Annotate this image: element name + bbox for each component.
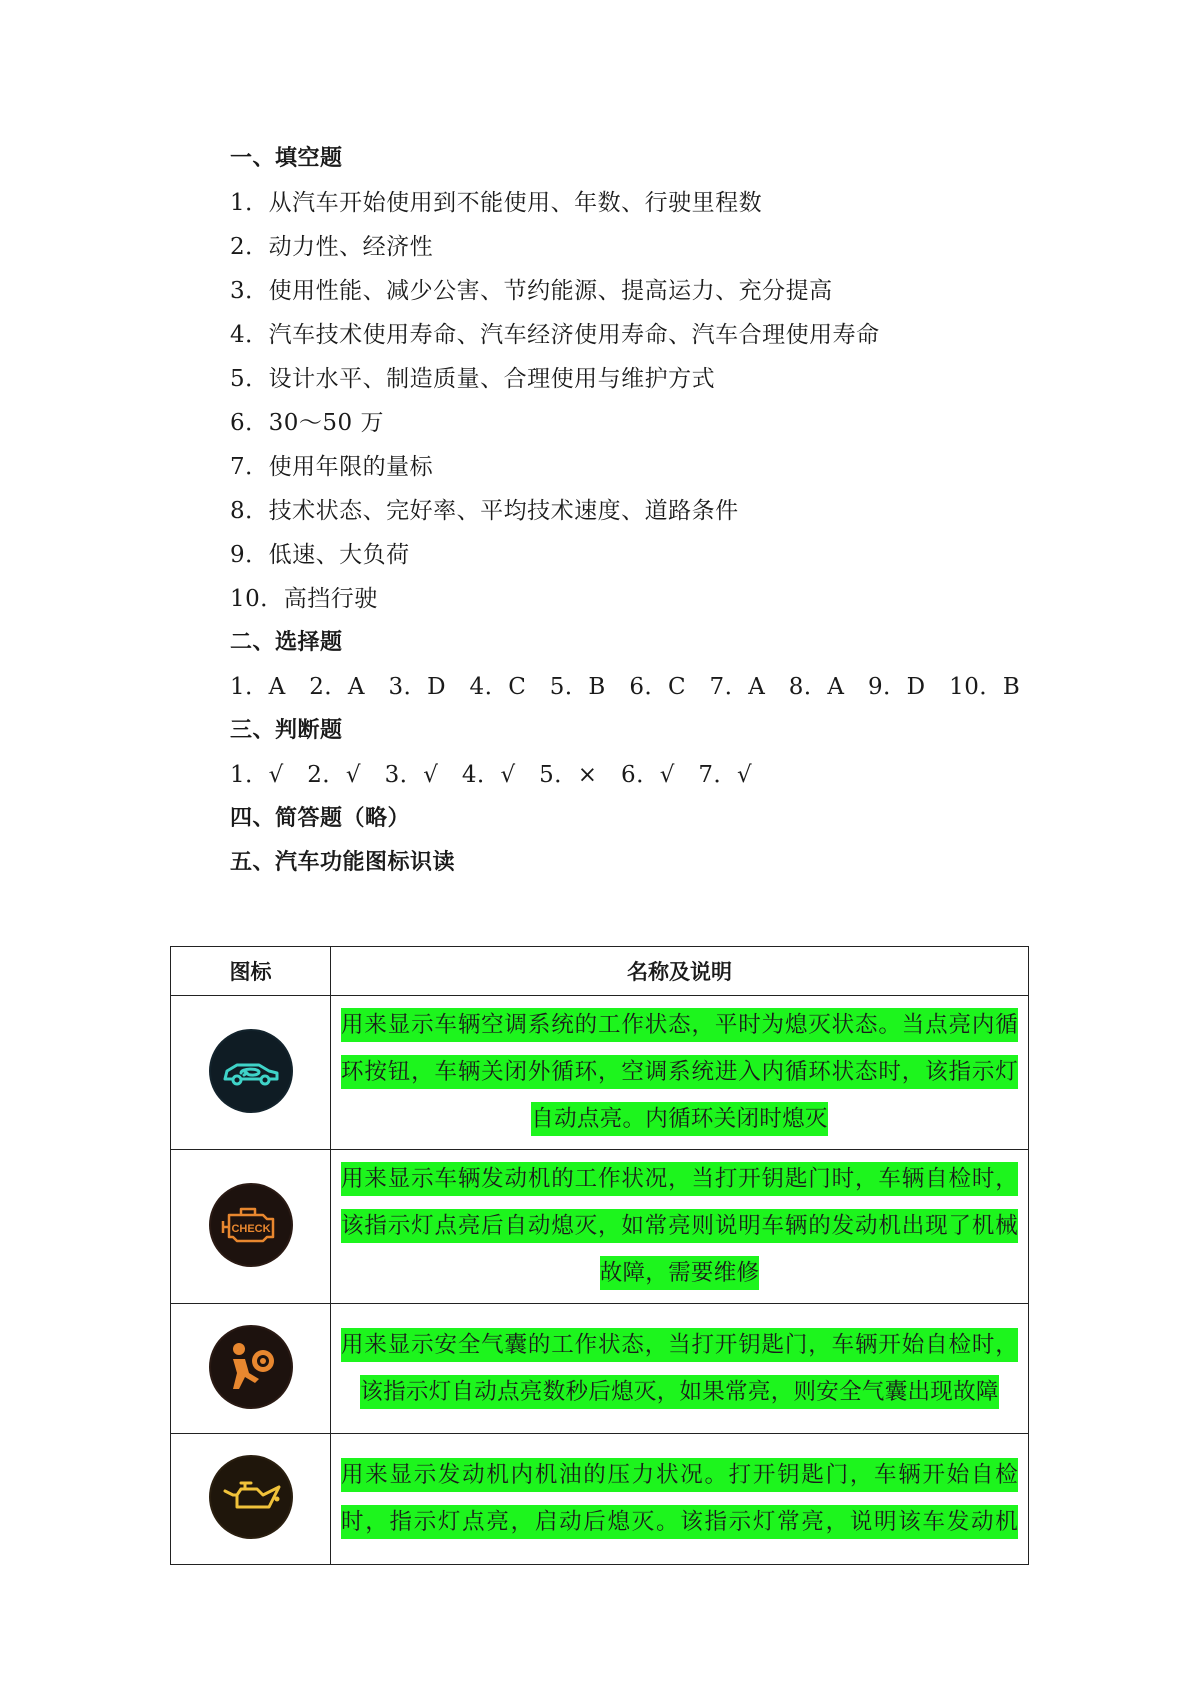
fill-answer-3: 3．使用性能、减少公害、节约能源、提高运力、充分提高: [230, 278, 833, 304]
table-row: [171, 996, 1029, 1150]
icon-description: 用来显示车辆发动机的工作状况，当打开钥匙门时，车辆自检时，该指示灯点亮后自动熄灭，如常亮则说明车辆的发动机出现了机械故障，需要维修: [341, 1162, 1018, 1290]
oil-pressure-icon: [207, 1453, 295, 1541]
check-engine-icon: [207, 1181, 295, 1269]
section4-title: 四、简答题（略）: [230, 806, 411, 831]
fill-answer-8: 8．技术状态、完好率、平均技术速度、道路条件: [230, 498, 739, 524]
icon-cell: [171, 1434, 331, 1565]
header-description: 名称及说明: [331, 947, 1029, 996]
fill-answer-4: 4．汽车技术使用寿命、汽车经济使用寿命、汽车合理使用寿命: [230, 322, 880, 348]
icon-table: [170, 946, 1029, 1565]
fill-answer-5: 5．设计水平、制造质量、合理使用与维护方式: [230, 366, 716, 392]
fill-answer-7: 7．使用年限的量标: [230, 454, 434, 480]
section1-title: 一、填空题: [230, 146, 343, 171]
table-row: [171, 1304, 1029, 1434]
description-cell: [331, 1304, 1029, 1434]
description-cell: [331, 996, 1029, 1150]
judge-answers: 1．√ 2．√ 3．√ 4．√ 5．× 6．√ 7．√: [230, 762, 753, 788]
air-recirculation-icon: [207, 1027, 295, 1115]
description-cell: [331, 1150, 1029, 1304]
section2-title: 二、选择题: [230, 630, 343, 655]
icon-description: 用来显示安全气囊的工作状态，当打开钥匙门，车辆开始自检时，该指示灯自动点亮数秒后熄灭，如果常亮，则安全气囊出现故障: [341, 1328, 1018, 1409]
icon-description: 用来显示发动机内机油的压力状况。打开钥匙门，车辆开始自检时，指示灯点亮，启动后熄灭。该指示灯常亮，说明该车发动机: [341, 1458, 1018, 1539]
fill-answer-1: 1．从汽车开始使用到不能使用、年数、行驶里程数: [230, 190, 763, 216]
section3-title: 三、判断题: [230, 718, 343, 743]
airbag-icon: [207, 1323, 295, 1411]
fill-answer-9: 9．低速、大负荷: [230, 542, 410, 568]
icon-description: 用来显示车辆空调系统的工作状态，平时为熄灭状态。当点亮内循环按钮，车辆关闭外循环，空调系统进入内循环状态时，该指示灯自动点亮。内循环关闭时熄灭: [341, 1008, 1018, 1136]
table-header-row: [171, 947, 1029, 996]
header-icon: 图标: [171, 947, 331, 996]
table-row: [171, 1150, 1029, 1304]
icon-cell: [171, 996, 331, 1150]
table-row: [171, 1434, 1029, 1565]
check-label: CHECK: [230, 1222, 271, 1235]
choice-answers: 1．A 2．A 3．D 4．C 5．B 6．C 7．A 8．A 9．D 10．B: [230, 674, 1021, 700]
section5-title: 五、汽车功能图标识读: [230, 850, 456, 875]
fill-answer-2: 2．动力性、经济性: [230, 234, 434, 260]
icon-cell: [171, 1304, 331, 1434]
icon-cell: [171, 1150, 331, 1304]
description-cell: [331, 1434, 1029, 1565]
fill-answer-10: 10．高挡行驶: [230, 586, 378, 612]
fill-answer-6: 6．30～50 万: [230, 410, 384, 436]
